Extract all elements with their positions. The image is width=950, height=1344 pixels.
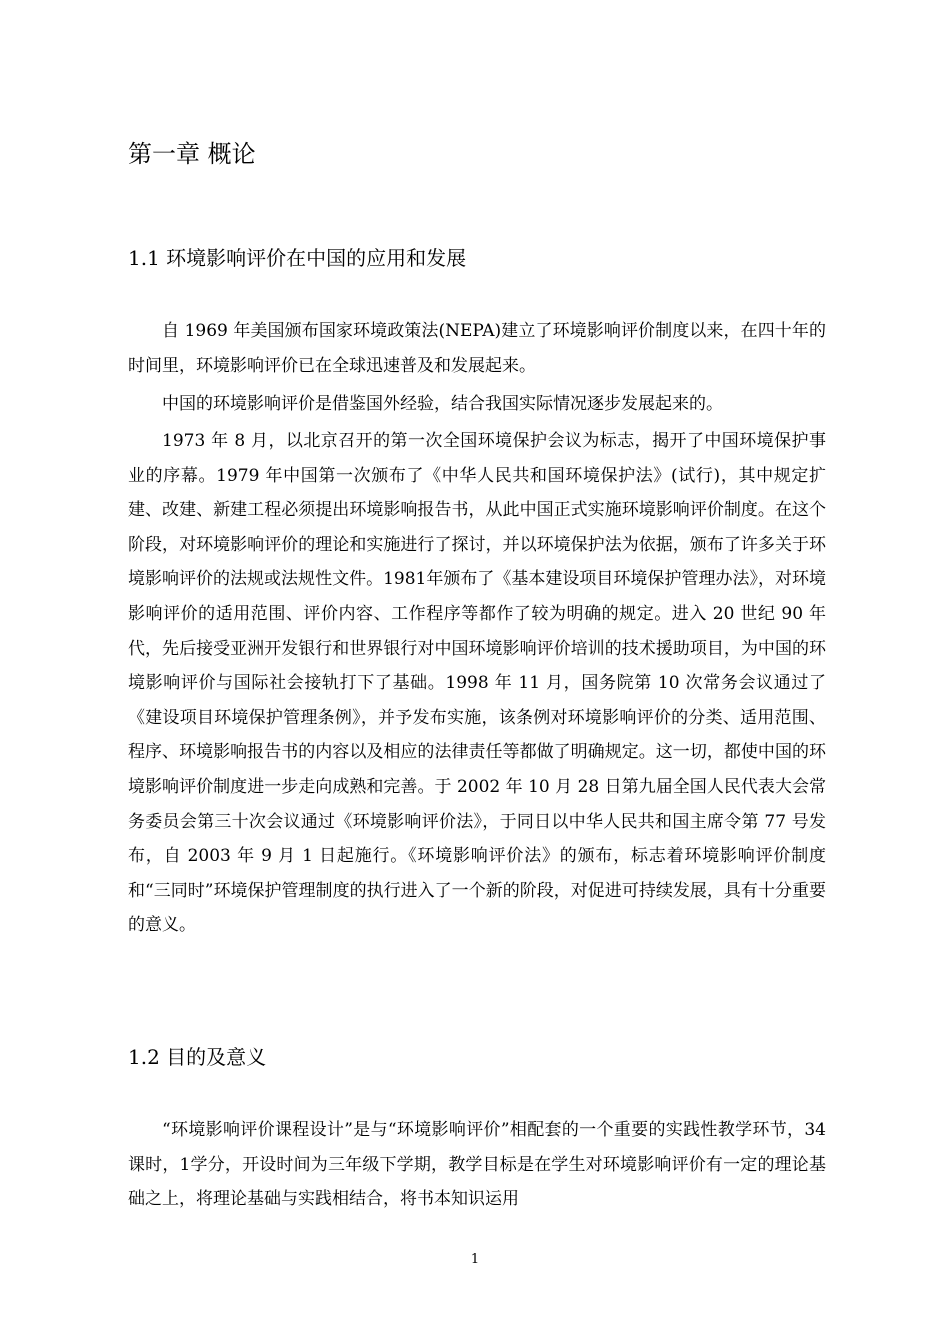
- section-heading-1-1: 1.1 环境影响评价在中国的应用和发展: [128, 246, 467, 270]
- paragraph: “环境影响评价课程设计”是与“环境影响评价”相配套的一个重要的实践性教学环节，34课时，1学分，开设时间为三年级下学期，教学目标是在学生对环境影响评价有一定的理论基础之上，将理论基础与实践相结合，将书本知识运用: [128, 1120, 826, 1210]
- paragraph: 自 1969 年美国颁布国家环境政策法(NEPA)建立了环境影响评价制度以来，在四十年的时间里，环境影响评价已在全球迅速普及和发展起来。: [128, 321, 826, 376]
- chapter-title: 第一章 概论: [128, 140, 256, 168]
- paragraph: 1973 年 8 月，以北京召开的第一次全国环境保护会议为标志，揭开了中国环境保护事业的序幕。1979 年中国第一次颁布了《中华人民共和国环境保护法》(试行)，其中规定扩建、改建、新建工程必须提出环境影响报告书，从此中国正式实施环境影响评价制度。在这个阶段，对环境影响评价的理论和实施进行了探讨，并以环境保护法为依据，颁布了许多关于环境影响评价的法规或法规性文件。1981年颁布了《基本建设项目环境保护管理办法》，对环境影响评价的适用范围、评价内容、工作程序等都作了较为明确的规定。进入 20 世纪 90 年代，先后接受亚洲开发银行和世界银行对中国环境影响评价培训的技术援助项目，为中国的环境影响评价与国际社会接轨打下了基础。1998 年 11 月，国务院第 10 次常务会议通过了《建设项目环境保护管理条例》，并予发布实施，该条例对环境影响评价的分类、适用范围、程序、环境影响报告书的内容以及相应的法律责任等都做了明确规定。这一切，都使中国的环境影响评价制度进一步走向成熟和完善。于 2002 年 10 月 28 日第九届全国人民代表大会常务委员会第三十次会议通过《环境影响评价法》，于同日以中华人民共和国主席令第 77 号发布，自 2003 年 9 月 1 日起施行。《环境影响评价法》的颁布，标志着环境影响评价制度和“三同时”环境保护管理制度的执行进入了一个新的阶段，对促进可持续发展，具有十分重要的意义。: [128, 431, 826, 936]
- paragraph: 中国的环境影响评价是借鉴国外经验，结合我国实际情况逐步发展起来的。: [162, 394, 723, 414]
- section-heading-1-2: 1.2 目的及意义: [128, 1045, 267, 1069]
- page-number: 1: [470, 1252, 480, 1267]
